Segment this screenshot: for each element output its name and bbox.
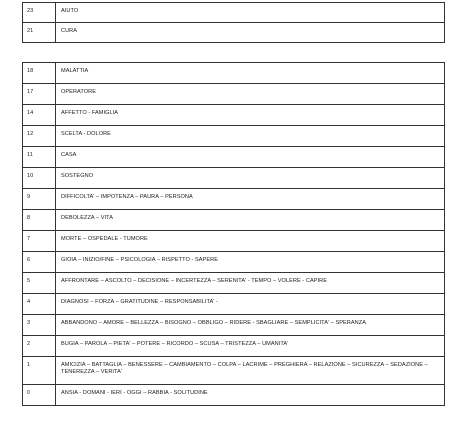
words-cell: AIUTO xyxy=(56,3,445,23)
frequency-cell: 12 xyxy=(23,126,56,147)
frequency-cell: 6 xyxy=(23,252,56,273)
frequency-cell: 9 xyxy=(23,189,56,210)
frequency-cell: 23 xyxy=(23,3,56,23)
frequency-cell: 1 xyxy=(23,357,56,385)
word-frequency-table-bottom xyxy=(22,62,445,406)
frequency-cell: 2 xyxy=(23,336,56,357)
frequency-cell: 11 xyxy=(23,147,56,168)
words-cell: DIFFICOLTA' – IMPOTENZA – PAURA – PERSONA xyxy=(56,189,445,210)
table-row xyxy=(23,3,445,23)
table-row xyxy=(23,23,445,43)
table-row xyxy=(23,315,445,336)
table-row xyxy=(23,273,445,294)
frequency-cell: 21 xyxy=(23,23,56,43)
table-row xyxy=(23,126,445,147)
table-row xyxy=(23,189,445,210)
frequency-cell: 0 xyxy=(23,385,56,406)
frequency-cell: 8 xyxy=(23,210,56,231)
words-cell: OPERATORE xyxy=(56,84,445,105)
words-cell: GIOIA – INIZIO/FINE – PSICOLOGIA – RISPETTO - SAPERE xyxy=(56,252,445,273)
word-frequency-table-top xyxy=(22,2,445,43)
words-cell: CASA xyxy=(56,147,445,168)
frequency-cell: 18 xyxy=(23,63,56,84)
table-row xyxy=(23,385,445,406)
frequency-cell: 4 xyxy=(23,294,56,315)
table-row xyxy=(23,84,445,105)
frequency-cell: 5 xyxy=(23,273,56,294)
frequency-cell: 14 xyxy=(23,105,56,126)
table-row xyxy=(23,294,445,315)
words-cell: AFFETTO - FAMIGLIA xyxy=(56,105,445,126)
frequency-cell: 7 xyxy=(23,231,56,252)
table-row xyxy=(23,357,445,385)
table-row xyxy=(23,63,445,84)
frequency-cell: 3 xyxy=(23,315,56,336)
words-cell: SOSTEGNO xyxy=(56,168,445,189)
words-cell: CURA xyxy=(56,23,445,43)
table-row xyxy=(23,147,445,168)
words-cell: ABBANDONO – AMORE – BELLEZZA – BISOGNO – OBBLIGO – RIDERE - SBAGLIARE – SEMPLICITA' – SPERANZA xyxy=(56,315,445,336)
frequency-cell: 17 xyxy=(23,84,56,105)
words-cell: BUGIA – PAROLA – PIETA' – POTERE – RICORDO – SCUSA – TRISTEZZA – UMANITA' xyxy=(56,336,445,357)
words-cell: DEBOLEZZA – VITA xyxy=(56,210,445,231)
table-row xyxy=(23,252,445,273)
table-row xyxy=(23,231,445,252)
words-cell: MALATTIA xyxy=(56,63,445,84)
words-cell: AMICIZIA – BATTAGLIA – BENESSERE – CAMBIAMENTO – COLPA – LACRIME – PREGHIERA – RELAZIONE – SICUREZZA – SEDAZIONE – TENEREZZA – VERITA' xyxy=(56,357,445,385)
frequency-cell: 10 xyxy=(23,168,56,189)
words-cell: ANSIA - DOMANI - IERI - OGGI – RABBIA - SOLITUDINE xyxy=(56,385,445,406)
table-row xyxy=(23,168,445,189)
table-row xyxy=(23,336,445,357)
words-cell: SCELTA - DOLORE xyxy=(56,126,445,147)
words-cell: MORTE – OSPEDALE - TUMORE xyxy=(56,231,445,252)
table-row xyxy=(23,105,445,126)
table-row xyxy=(23,210,445,231)
words-cell: DIAGNOSI – FORZA – GRATITUDINE – RESPONSABILITA' - xyxy=(56,294,445,315)
words-cell: AFFRONTARE – ASCOLTO – DECISIONE – INCERTEZZA – SERENITA' - TEMPO – VOLERE - CAPIRE xyxy=(56,273,445,294)
